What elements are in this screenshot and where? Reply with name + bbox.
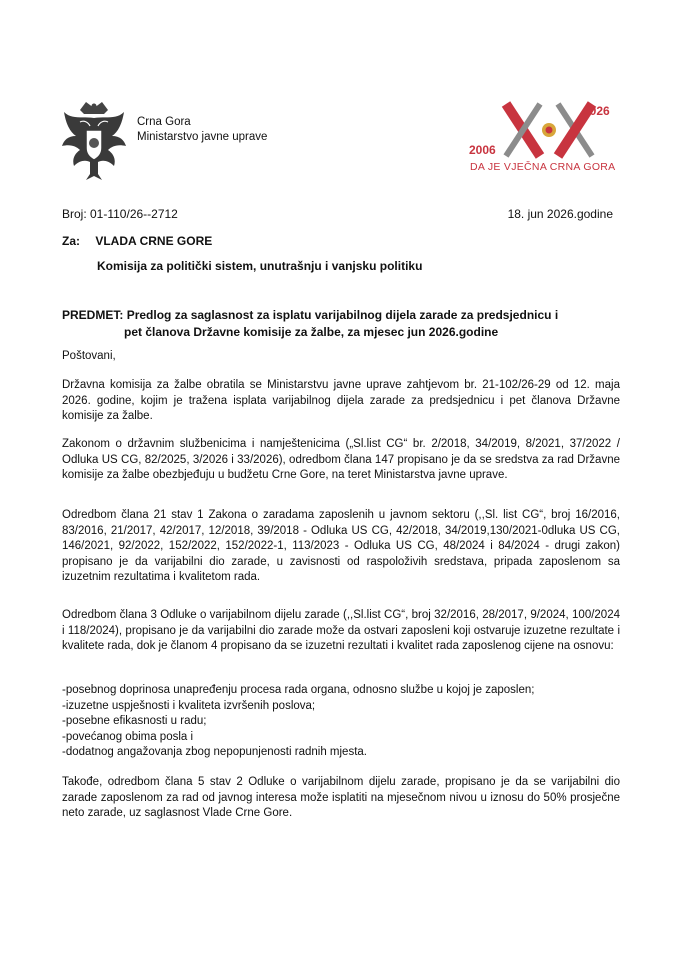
criteria-list (62, 683, 534, 761)
document-date: 18. jun 2026.godine (507, 207, 613, 221)
list-item: -posebnog doprinosa unapređenju procesa rada organa, odnosno službe u kojoj je zaposlen; (62, 684, 535, 696)
committee-name: Komisija za politički sistem, unutrašnju i vanjsku politiku (97, 259, 423, 273)
paragraph-request: Državna komisija za žalbe obratila se Ministarstvu javne uprave zahtjevom br. 21-102/26-29 od 12. maja 2026. godine, kojim je tražena isplata varijabilnog dijela zarade za predsjednicu i pet članova Državne komisije za žalbe. (62, 379, 620, 422)
anniversary-year-end: 2026 (583, 104, 610, 118)
anniversary-year-start: 2006 (469, 143, 496, 157)
recipient-line (62, 234, 212, 248)
subject-line-1: Predlog za saglasnost za isplatu varijabilnog dijela zarade za predsjednicu i (126, 308, 559, 322)
list-item: -dodatnog angažovanja zbog nepopunjenosti radnih mjesta. (62, 746, 367, 758)
anniversary-slogan: DA JE VJEČNA CRNA GORA (470, 161, 616, 173)
paragraph-closing: Takođe, odredbom člana 5 stav 2 Odluke o varijabilnom dijelu zarade, propisano je da se varijabilni dio zarade zaposlenom za rad od javnog interesa može isplatiti na mjesečnom nivou u iznosu do 50% prosječne neto zarade, uz saglasnost Vlade Crne Gore. (62, 776, 620, 819)
paragraph-civil-servants-law: Zakonom o državnim službenicima i namještenicima („Sl.list CG“ br. 2/2018, 34/2019, 8/2021, 37/2022 / Odluka US CG, 82/2025, 3/2026 i 33/2026), odredbom člana 147 propisano je da se sredstva za rad Državne komisije za žalbe obezbjeđuju u budžetu Crne Gore, na teret Ministarstva javne uprave. (62, 438, 620, 481)
subject-line-2: pet članova Državne komisije za žalbe, za mjesec jun 2026.godine (124, 325, 499, 339)
ministry-name: Ministarstvo javne uprave (137, 131, 268, 143)
coat-of-arms-icon (60, 100, 128, 182)
subject-label: PREDMET: (62, 308, 124, 322)
recipient-name: VLADA CRNE GORE (95, 234, 213, 248)
paragraph-salaries-law: Odredbom člana 21 stav 1 Zakona o zaradama zaposlenih u javnom sektoru (,,Sl. list CG“, broj 16/2016, 83/2016, 21/2017, 42/2017, 12/2018, 39/2018 - Odluka US CG, 42/2018, 34/2019,130/2021-0dluka US CG, 146/2021, 92/2022, 152/2022, 152/2022-1, 113/2023 - Odluka US CG, 48/2024 i 84/2024 - drugi zakon) propisano je da varijabilni dio zarade, u zavisnosti od raspoloživih sredstava, pripada zaposlenom sa izuzetnim rezultatima i kvalitetom rada. (62, 509, 620, 583)
subject-block (62, 307, 622, 341)
greeting: Poštovani, (62, 350, 116, 362)
list-item: -povećanog obima posla i (62, 730, 194, 743)
reference-number: Broj: 01-110/26--2712 (62, 207, 178, 221)
ministry-header (137, 115, 267, 145)
country-name: Crna Gora (137, 116, 191, 128)
paragraph-variable-pay-decision: Odredbom člana 3 Odluke o varijabilnom dijelu zarade (,,Sl.list CG“, broj 32/2016, 28/2017, 9/2024, 100/2024 i 118/2024), propisano je da varijabilni dio zarade može da ostvari zaposleni koji ostvaruje izuzetne rezultate i kvalitete rada, dok je članom 4 propisano da se izuzetni rezultati i kvalitet rada zaposlenog cijene na osnovu: (62, 609, 620, 652)
list-item: -posebne efikasnosti u radu; (62, 715, 207, 727)
recipient-label: Za: (62, 234, 80, 248)
list-item: -izuzetne uspješnosti i kvaliteta izvršenih poslova; (62, 699, 316, 712)
